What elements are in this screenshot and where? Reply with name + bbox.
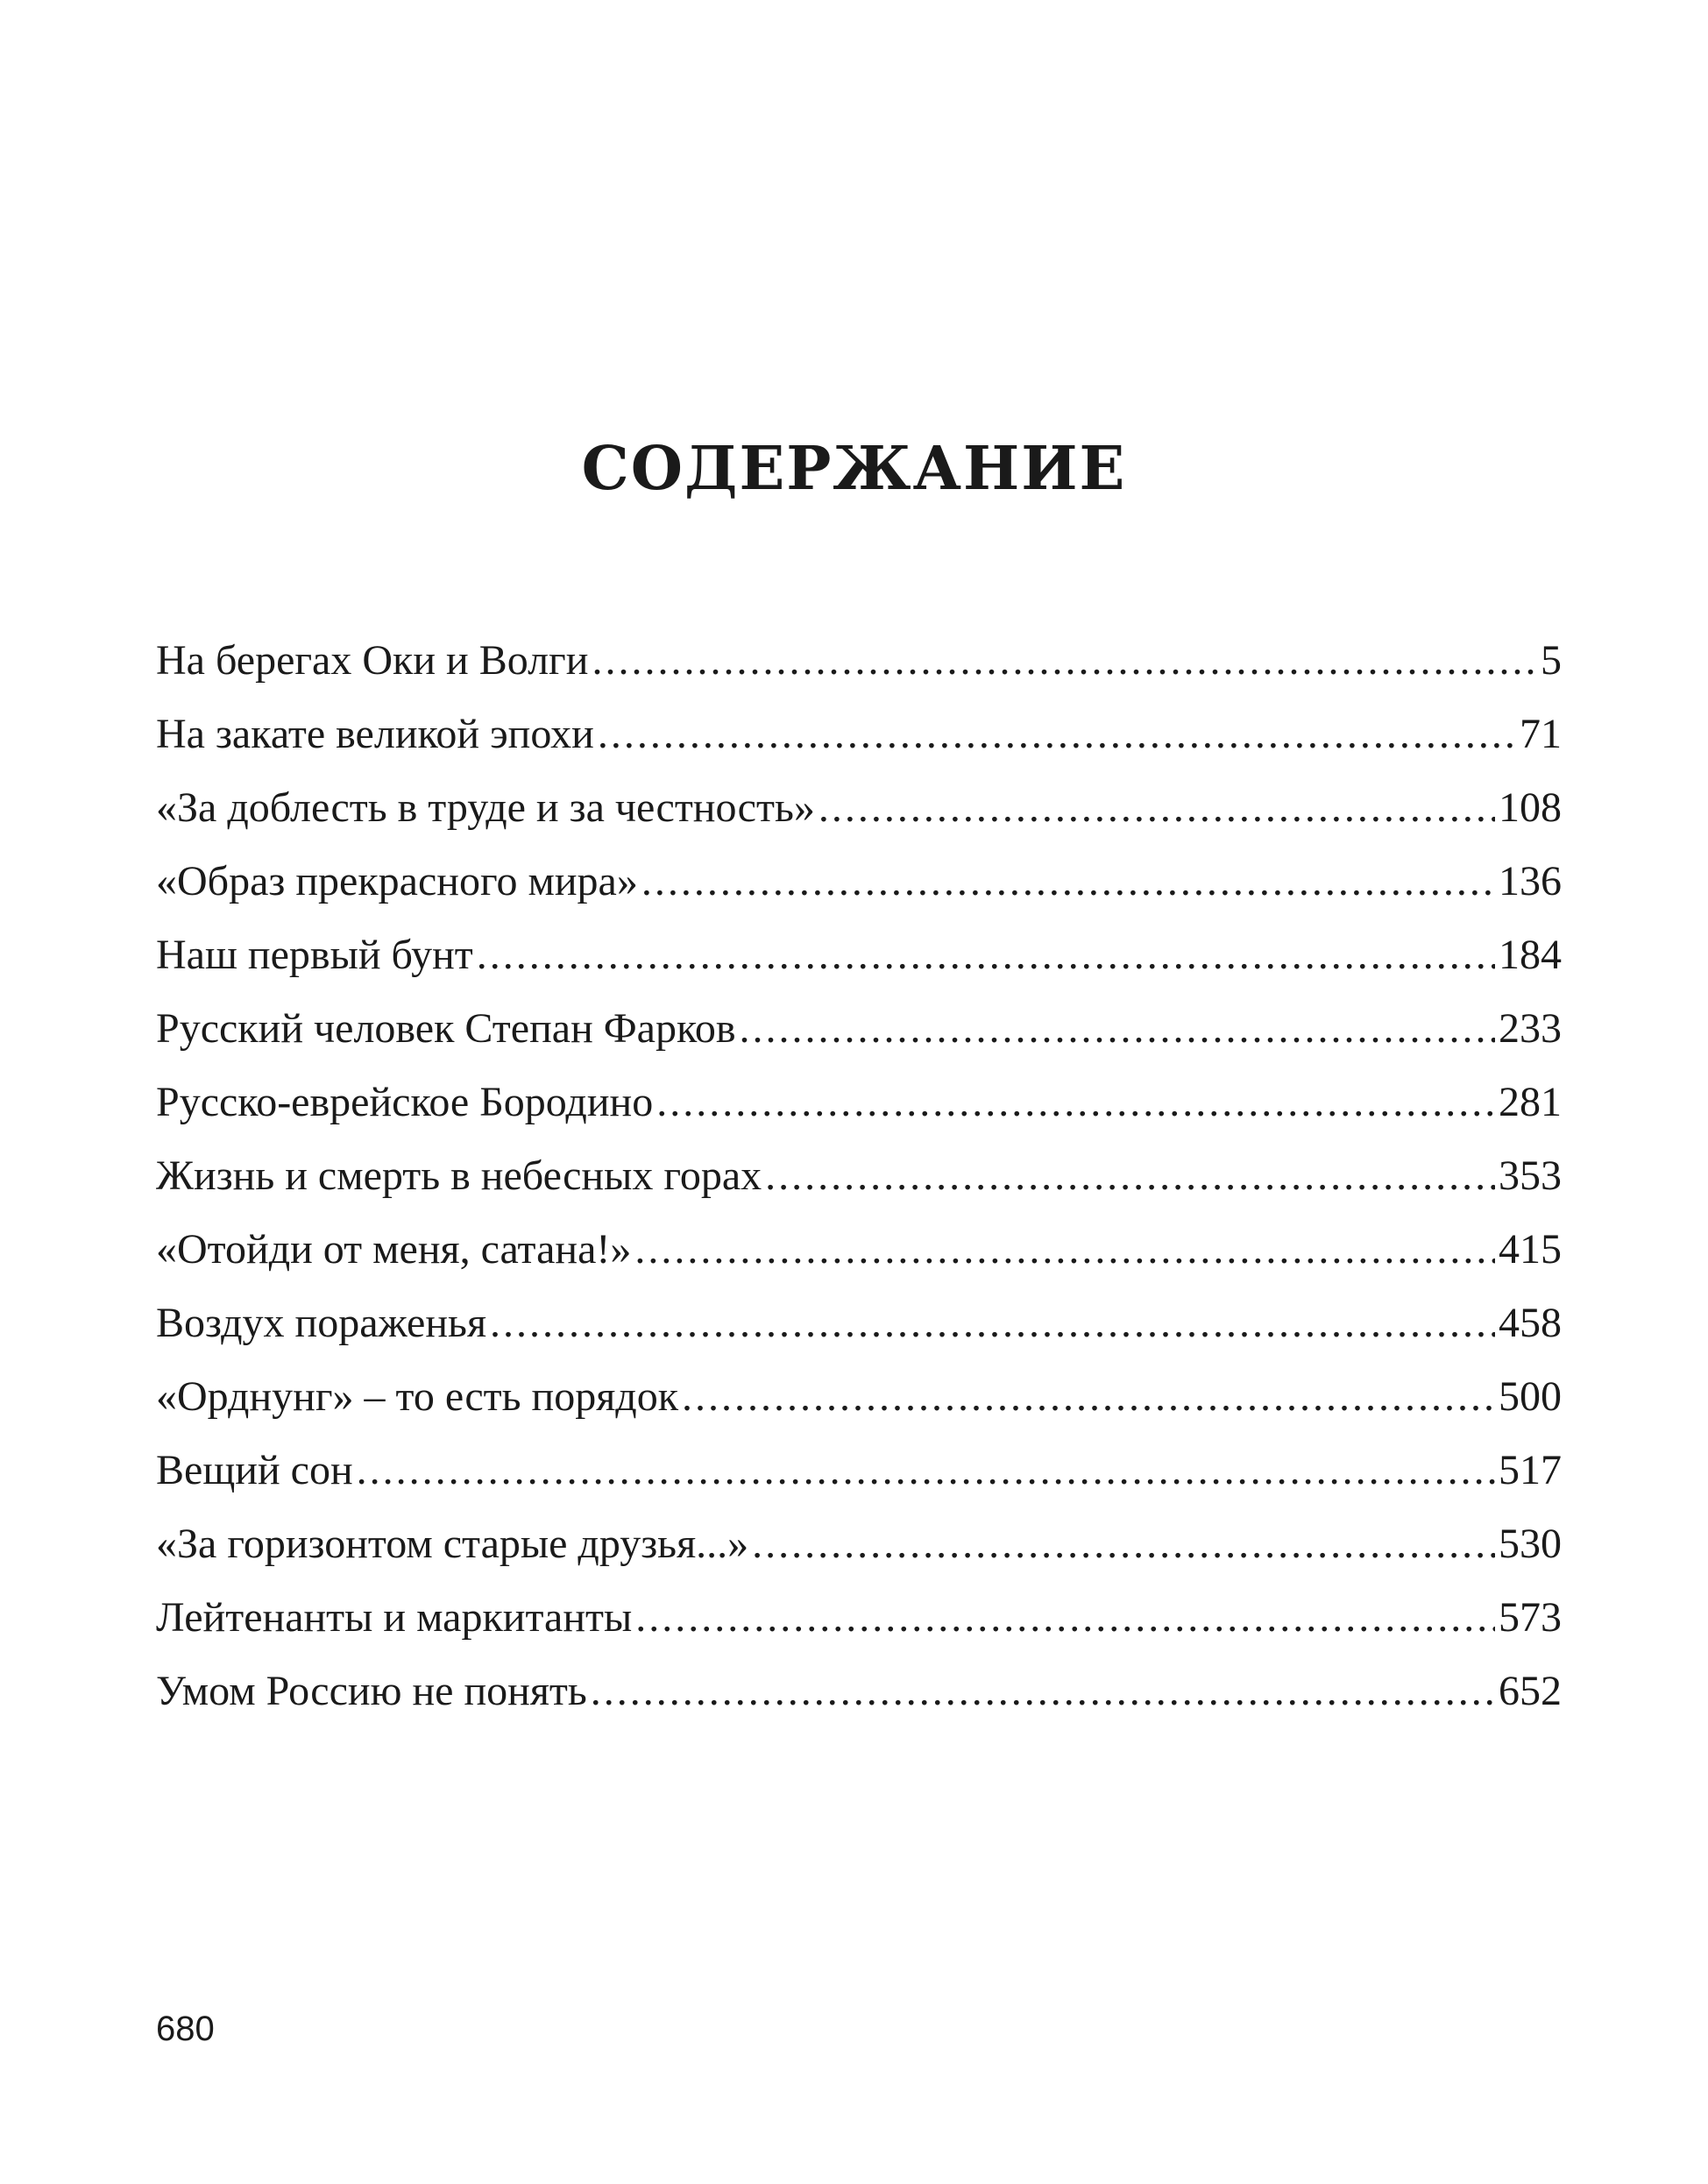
- toc-entry[interactable]: [156, 1139, 1562, 1213]
- dot-leader: [765, 1139, 1495, 1213]
- toc-entry-page: 353: [1499, 1152, 1562, 1199]
- dot-leader: [357, 1434, 1495, 1507]
- toc-entry[interactable]: [156, 624, 1562, 698]
- toc-entry-page: 652: [1499, 1668, 1562, 1714]
- toc-entry[interactable]: [156, 992, 1562, 1066]
- toc-entry-title: «За доблесть в труде и за честность»: [156, 784, 815, 831]
- toc-entry-page: 71: [1520, 711, 1562, 757]
- toc-entry[interactable]: [156, 1434, 1562, 1507]
- toc-entry-page: 517: [1499, 1447, 1562, 1493]
- toc-entry[interactable]: [156, 1213, 1562, 1287]
- table-of-contents: [156, 624, 1562, 1728]
- dot-leader: [740, 992, 1495, 1066]
- toc-entry-page: 500: [1499, 1373, 1562, 1420]
- toc-entry-page: 415: [1499, 1226, 1562, 1273]
- toc-entry-title: «Орднунг» – то есть порядок: [156, 1373, 679, 1420]
- toc-entry-page: 281: [1499, 1079, 1562, 1125]
- toc-entry[interactable]: [156, 1655, 1562, 1728]
- toc-entry-title: Русско-еврейское Бородино: [156, 1079, 654, 1125]
- toc-entry[interactable]: [156, 1581, 1562, 1655]
- dot-leader: [591, 1655, 1495, 1728]
- toc-entry[interactable]: [156, 1360, 1562, 1434]
- toc-entry-title: Жизнь и смерть в небесных горах: [156, 1152, 762, 1199]
- toc-entry-page: 530: [1499, 1521, 1562, 1567]
- dot-leader: [752, 1507, 1495, 1581]
- dot-leader: [656, 1066, 1495, 1139]
- dot-leader: [634, 1213, 1495, 1287]
- toc-entry[interactable]: [156, 698, 1562, 771]
- toc-entry[interactable]: [156, 1066, 1562, 1139]
- toc-entry-page: 5: [1541, 637, 1562, 684]
- dot-leader: [490, 1287, 1495, 1360]
- toc-entry-title: «За горизонтом старые друзья...»: [156, 1521, 749, 1567]
- dot-leader: [819, 771, 1495, 845]
- toc-entry-page: 108: [1499, 784, 1562, 831]
- toc-entry-page: 573: [1499, 1594, 1562, 1641]
- toc-entry-title: Умом Россию не понять: [156, 1668, 587, 1714]
- toc-entry-title: Воздух пораженья: [156, 1300, 487, 1346]
- toc-entry-title: Лейтенанты и маркитанты: [156, 1594, 633, 1641]
- toc-entry-page: 458: [1499, 1300, 1562, 1346]
- toc-entry-title: Наш первый бунт: [156, 932, 473, 978]
- dot-leader: [477, 918, 1495, 992]
- toc-entry[interactable]: [156, 771, 1562, 845]
- toc-entry-page: 184: [1499, 932, 1562, 978]
- toc-entry-page: 136: [1499, 858, 1562, 904]
- page-title: СОДЕРЖАНИЕ: [581, 434, 1127, 504]
- dot-leader: [641, 845, 1495, 918]
- dot-leader: [635, 1581, 1495, 1655]
- toc-entry[interactable]: [156, 1507, 1562, 1581]
- toc-entry[interactable]: [156, 845, 1562, 918]
- dot-leader: [592, 624, 1537, 698]
- toc-entry-title: Вещий сон: [156, 1447, 353, 1493]
- page-number: 680: [156, 2010, 215, 2048]
- dot-leader: [598, 698, 1516, 771]
- toc-entry-title: На берегах Оки и Волги: [156, 637, 589, 684]
- toc-entry-title: На закате великой эпохи: [156, 711, 594, 757]
- toc-entry-title: «Отойди от меня, сатана!»: [156, 1226, 632, 1273]
- toc-entry-title: «Образ прекрасного мира»: [156, 858, 638, 904]
- toc-entry[interactable]: [156, 1287, 1562, 1360]
- toc-entry[interactable]: [156, 918, 1562, 992]
- toc-entry-title: Русский человек Степан Фарков: [156, 1005, 736, 1052]
- toc-entry-page: 233: [1499, 1005, 1562, 1052]
- dot-leader: [682, 1360, 1495, 1434]
